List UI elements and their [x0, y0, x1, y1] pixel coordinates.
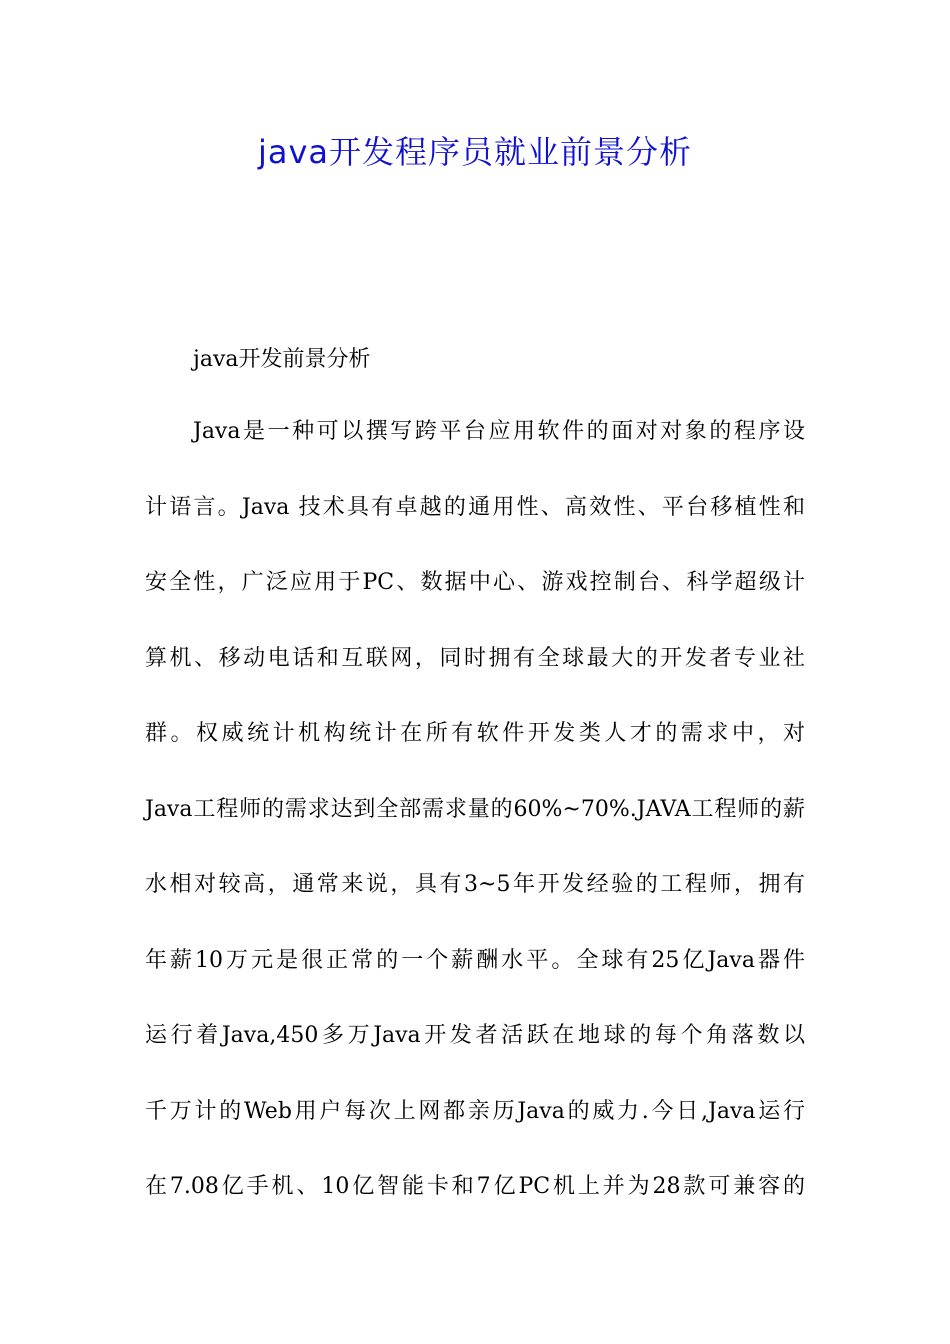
section-subheading: java开发前景分析 — [193, 347, 371, 372]
paragraph-line-4: 算机、移动电话和互联网，同时拥有全球最大的开发者专业社 — [145, 645, 805, 671]
paragraph-line-8: 年薪10万元是很正常的一个薪酬水平。全球有25亿Java器件 — [145, 947, 805, 973]
paragraph-line-5: 群。权威统计机构统计在所有软件开发类人才的需求中，对 — [145, 721, 805, 746]
paragraph-line-7: 水相对较高，通常来说，具有3~5年开发经验的工程师，拥有 — [145, 872, 805, 897]
paragraph-line-9: 运行着Java,450多万Java开发者活跃在地球的每个角落数以 — [145, 1023, 805, 1048]
paragraph-line-3: 安全性，广泛应用于PC、数据中心、游戏控制台、科学超级计 — [145, 570, 805, 595]
paragraph-line-2: 计语言。Java 技术具有卓越的通用性、高效性、平台移植性和 — [145, 494, 805, 520]
paragraph-line-1: Java是一种可以撰写跨平台应用软件的面对对象的程序设 — [193, 419, 805, 444]
body-paragraph — [145, 414, 805, 1245]
paragraph-line-6: Java工程师的需求达到全部需求量的60%~70%.JAVA工程师的薪 — [145, 796, 805, 822]
document-title: java开发程序员就业前景分析 — [257, 133, 693, 171]
paragraph-line-10: 千万计的Web用户每次上网都亲历Java的威力.今日,Java运行 — [145, 1098, 805, 1124]
paragraph-line-11: 在7.08亿手机、10亿智能卡和7亿PC机上并为28款可兼容的 — [145, 1174, 805, 1199]
